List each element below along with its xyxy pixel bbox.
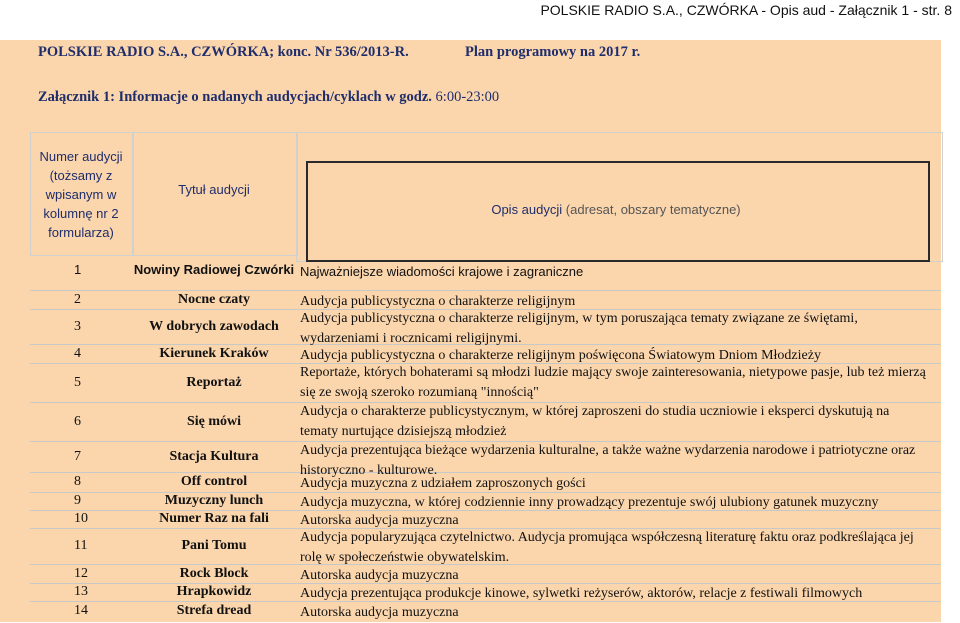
row-description: Audycja publicystyczna o charakterze religijnym poświęcona Światowym Dniom Młodzieży [300, 348, 821, 363]
row-title: Stacja Kultura [169, 449, 259, 464]
row-title: Kierunek Kraków [159, 346, 269, 361]
row-title: Pani Tomu [181, 538, 247, 553]
row-title: Off control [180, 474, 248, 489]
column-header-number-text: Numer audycji (tożsamy z wpisanym w kolumnę nr 2 formularza) [39, 148, 123, 240]
column-header-description-sub: (adresat, obszary tematyczne) [565, 202, 741, 217]
table-row [0, 311, 941, 346]
row-number: 9 [74, 493, 81, 508]
row-description: Audycja muzyczna z udziałem zaproszonych gości [300, 476, 586, 491]
table-row [0, 474, 941, 494]
row-number: 10 [74, 511, 88, 526]
row-number: 11 [74, 538, 88, 553]
row-title: Numer Raz na fali [159, 511, 269, 526]
row-number: 8 [74, 474, 81, 489]
row-number: 4 [74, 346, 81, 361]
row-number: 6 [74, 414, 81, 429]
row-title: Muzyczny lunch [164, 493, 264, 508]
table-row [0, 603, 941, 622]
row-title: Się mówi [186, 414, 242, 429]
row-description: Audycja prezentująca bieżące wydarzenia kulturalne, a także ważne wydarzenia narodowe i patriotyczne oraz historyczno - kulturowe. [300, 443, 916, 478]
row-title: W dobrych zawodach [149, 319, 279, 334]
table-row [0, 530, 941, 566]
row-number: 12 [74, 566, 88, 581]
table-row [0, 262, 941, 282]
row-separator [30, 290, 941, 291]
row-number: 13 [74, 584, 88, 599]
row-number: 7 [74, 449, 81, 464]
row-title: Hrapkowidz [176, 584, 252, 599]
table-row [0, 566, 941, 585]
row-number: 2 [74, 292, 81, 307]
plan-title: Plan programowy na 2017 r. [465, 44, 641, 60]
row-description: Audycja prezentująca produkcje kinowe, sylwetki reżyserów, aktorów, relacje z festiwali filmowych [300, 586, 863, 601]
table-row [0, 404, 941, 443]
row-description: Audycja publicystyczna o charakterze religijnym, w tym poruszająca tematy związane ze świętami, wydarzeniami i rocznicami religijnymi. [300, 311, 858, 346]
attachment-title [38, 89, 499, 106]
row-description: Autorska audycja muzyczna [300, 568, 459, 583]
row-description: Najważniejsze wiadomości krajowe i zagraniczne [300, 264, 584, 279]
column-header-description-main: Opis audycji [491, 202, 563, 217]
row-description: Autorska audycja muzyczna [300, 605, 459, 620]
column-header-description [306, 161, 926, 258]
column-header-number [30, 140, 132, 248]
row-description: Reportaże, których bohaterami są młodzi ludzie mający swoje zainteresowania, nietypowe pasje, lub też mierzą się ze swoją szeroko rozumianą "innością" [300, 365, 926, 400]
table-row [0, 443, 941, 478]
row-number: 3 [74, 319, 81, 334]
document-sheet [0, 40, 941, 622]
row-title: Nocne czaty [178, 292, 250, 307]
row-description: Audycja publicystyczna o charakterze religijnym [300, 294, 576, 309]
row-number: 14 [74, 603, 88, 618]
row-title: Nowiny Radiowej Czwórki [133, 262, 295, 277]
row-title: Strefa dread [176, 603, 252, 618]
row-number: 5 [74, 375, 81, 390]
attachment-title-text: Załącznik 1: Informacje o nadanych audycjach/cyklach w godz. [38, 89, 432, 105]
row-title: Rock Block [179, 566, 249, 581]
row-description: Audycja o charakterze publicystycznym, w której zaproszeni do studia uczniowie i eksperci dyskutują na tematy nurtujące dzisiejszą młodzież [300, 404, 890, 439]
table-row [0, 585, 941, 603]
row-description: Audycja popularyzująca czytelnictwo. Audycja promująca współczesną literaturę faktu oraz podkreślająca jej rolę w społeczeństwie obywatelskim. [300, 530, 914, 565]
license-line: POLSKIE RADIO S.A., CZWÓRKA; konc. Nr 536/2013-R. [38, 44, 409, 60]
row-title: Reportaż [186, 375, 242, 390]
broadcast-hours: 6:00-23:00 [435, 89, 500, 105]
page-header: POLSKIE RADIO S.A., CZWÓRKA - Opis aud - Załącznik 1 - str. 8 [540, 2, 952, 18]
column-header-title: Tytuł audycji [178, 181, 250, 197]
table-row [0, 365, 941, 404]
row-number: 1 [74, 262, 82, 277]
row-description: Autorska audycja muzyczna [300, 513, 459, 528]
row-description: Audycja muzyczna, w której codziennie inny prowadzący prezentuje swój ulubiony gatunek muzyczny [300, 495, 879, 510]
table-row [0, 494, 941, 512]
